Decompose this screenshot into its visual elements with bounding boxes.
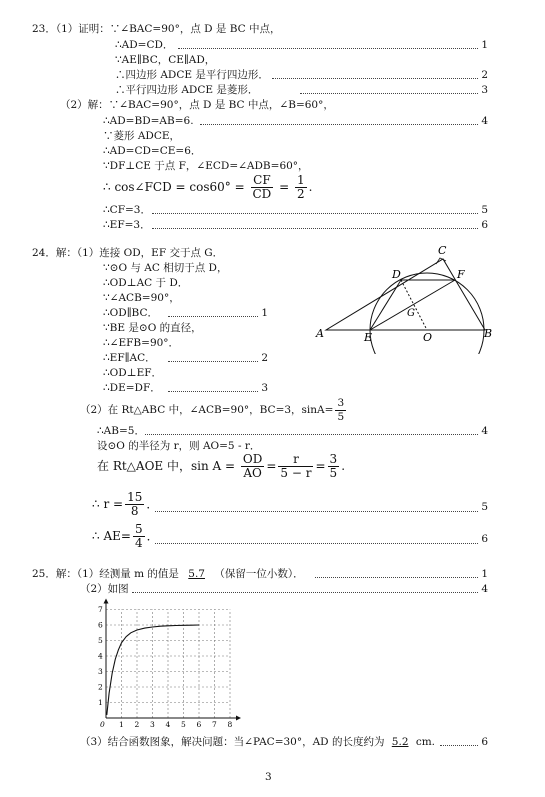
y-axis-arrow bbox=[104, 599, 109, 604]
p24-part2 bbox=[80, 395, 348, 425]
score: 1 bbox=[481, 39, 488, 51]
question-text: （保留一位小数）． bbox=[214, 568, 304, 580]
p23-line11: ∴EF=3． bbox=[103, 219, 151, 231]
p23-line6: ∵菱形 ADCE， bbox=[103, 130, 181, 142]
p24-line9: ∴DE=DF． bbox=[103, 382, 161, 394]
leader bbox=[155, 543, 478, 544]
p24-line13: 在 Rt△AOE 中，sin A = $\frac{OD}{AO}$ = $\frac{r}{5 - r}$ = $\frac{3}{5}$ . bbox=[97, 452, 346, 480]
p24-line6: ∴∠EFB=90°． bbox=[103, 337, 180, 349]
answer-m: 5.7 bbox=[188, 568, 205, 580]
y-tick-label: 4 bbox=[98, 651, 103, 661]
question-text: （3）结合函数图象，解决问题：当∠PAC=30°，AD 的长度约为 bbox=[80, 736, 385, 748]
y-tick-label: 3 bbox=[98, 667, 103, 676]
label-f: F bbox=[457, 268, 465, 281]
leader bbox=[272, 78, 478, 79]
p23-line5: ∴AD=BD=AB=6. bbox=[103, 115, 194, 127]
x-tick-label: 6 bbox=[196, 720, 202, 728]
question-text: 25．解：（1）经测量 m 的值是 bbox=[32, 568, 179, 580]
formula-text: ∴ cos∠FCD = cos60° = bbox=[103, 180, 245, 194]
fraction bbox=[241, 453, 264, 480]
score: 5 bbox=[481, 204, 488, 216]
fraction bbox=[335, 397, 346, 424]
score: 5 bbox=[481, 501, 488, 513]
numerator: 15 bbox=[127, 490, 143, 504]
score: 1 bbox=[261, 307, 268, 319]
y-tick-label: 2 bbox=[98, 682, 103, 692]
p23-line2: ∵AE∥BC，CE∥AD， bbox=[115, 54, 216, 66]
leader bbox=[132, 592, 478, 593]
x-tick-label: 3 bbox=[150, 720, 155, 728]
p24-line4: ∴OD∥BC． bbox=[103, 307, 159, 319]
p23-line3: ∴四边形 ADCE 是平行四边形． bbox=[115, 69, 269, 81]
p24-line11: ∴AB=5． bbox=[97, 425, 145, 437]
label-g: G bbox=[407, 308, 415, 319]
leader bbox=[300, 93, 478, 94]
y-tick-label: 6 bbox=[98, 620, 103, 630]
function-graph bbox=[88, 598, 248, 728]
p23-line7: ∴AD=CD=CE=6． bbox=[103, 145, 202, 157]
p23-line4: ∴平行四边形 ADCE 是菱形． bbox=[115, 84, 259, 96]
p24-line1: ∵⊙O 与 AC 相切于点 D， bbox=[103, 262, 228, 274]
y-tick-label: 5 bbox=[98, 636, 103, 645]
segment-ef bbox=[370, 280, 455, 330]
p24-line2: ∴OD⊥AC 于 D． bbox=[103, 277, 189, 289]
p24-line8: ∴OD⊥EF． bbox=[103, 367, 163, 379]
denominator: 5 bbox=[337, 410, 345, 423]
leader bbox=[315, 577, 478, 578]
score: 4 bbox=[481, 583, 488, 595]
x-tick-label: 4 bbox=[165, 720, 171, 728]
y-tick-label: 7 bbox=[98, 605, 103, 614]
score: 3 bbox=[261, 382, 268, 394]
p24-line12: 设⊙O 的半径为 r，则 AO=5 - r． bbox=[97, 440, 261, 452]
p23-heading: 23．（1）证明：∵∠BAC=90°，点 D 是 BC 中点， bbox=[32, 23, 281, 35]
geometry-figure bbox=[312, 242, 500, 354]
score: 6 bbox=[481, 533, 488, 545]
series-line bbox=[107, 625, 199, 715]
fraction bbox=[295, 174, 307, 201]
p23-line1: ∴AD=CD． bbox=[115, 39, 174, 51]
leader bbox=[440, 745, 478, 746]
score: 2 bbox=[481, 69, 488, 81]
fraction bbox=[328, 453, 340, 480]
leader bbox=[168, 391, 258, 392]
denominator: 5 bbox=[329, 466, 338, 480]
score: 2 bbox=[261, 352, 268, 364]
label-c: C bbox=[438, 244, 447, 257]
x-axis-arrow bbox=[236, 716, 241, 721]
question-text: cm. bbox=[415, 736, 436, 748]
leader bbox=[178, 48, 478, 49]
p25-line2: （2）如图 bbox=[80, 583, 129, 595]
x-ticks bbox=[100, 720, 233, 728]
x-tick-label: 1 bbox=[119, 720, 124, 728]
score: 4 bbox=[481, 425, 488, 437]
label-d: D bbox=[392, 268, 401, 281]
segment-od bbox=[401, 280, 427, 330]
x-tick-label: 0 bbox=[100, 720, 105, 728]
page-number: 3 bbox=[265, 771, 272, 783]
fraction bbox=[125, 491, 144, 518]
p24-line7: ∴EF∥AC． bbox=[103, 352, 156, 364]
leader bbox=[200, 124, 478, 125]
denominator: 2 bbox=[297, 187, 305, 201]
fraction bbox=[251, 174, 274, 201]
label-e: E bbox=[364, 331, 373, 344]
p24-heading: 24．解：（1）连接 OD，EF 交于点 G． bbox=[32, 247, 224, 259]
score: 4 bbox=[481, 115, 488, 127]
formula-text: ∴ AE= bbox=[92, 529, 131, 543]
leader bbox=[168, 361, 258, 362]
answer-ad: 5.2 bbox=[391, 736, 409, 748]
equals-sign: = bbox=[279, 180, 290, 194]
p24-line15: ∴ AE= $\frac{5}{4}$ ． bbox=[92, 522, 159, 550]
p23-line9: ∴ cos∠FCD = cos60° = $\frac{CF}{CD}$ = $\frac{1}{2}$ . bbox=[103, 173, 313, 201]
numerator: 3 bbox=[329, 452, 338, 466]
leader bbox=[145, 434, 478, 435]
p24-line5: ∵BE 是⊙O 的直径， bbox=[103, 322, 202, 334]
denominator: CD bbox=[252, 187, 272, 201]
numerator: OD bbox=[242, 452, 263, 466]
label-b: B bbox=[484, 327, 493, 340]
numerator: 1 bbox=[297, 173, 305, 187]
leader bbox=[155, 511, 478, 512]
denominator: 8 bbox=[130, 504, 139, 518]
leader bbox=[168, 316, 258, 317]
numerator: 3 bbox=[337, 396, 345, 409]
denominator: 4 bbox=[134, 536, 143, 550]
leader bbox=[152, 213, 478, 214]
y-ticks bbox=[98, 605, 103, 707]
formula-text: （2）在 Rt△ABC 中，∠ACB=90°，BC=3，sinA= bbox=[80, 404, 334, 416]
numerator: CF bbox=[251, 174, 274, 188]
score: 1 bbox=[481, 568, 488, 580]
p25-line3 bbox=[80, 735, 435, 749]
formula-text: 在 Rt△AOE 中，sin A = bbox=[97, 459, 236, 473]
p23-line10: ∴CF=3． bbox=[103, 204, 151, 216]
p23-line8: ∵DF⊥CE 于点 F，∠ECD=∠ADB=60°， bbox=[103, 160, 309, 172]
segment-de bbox=[370, 280, 401, 330]
denominator: 5 − r bbox=[280, 466, 312, 480]
score: 6 bbox=[481, 736, 488, 748]
p24-line3: ∵∠ACB=90°， bbox=[103, 292, 180, 304]
formula-text: ∴ r = bbox=[92, 497, 124, 511]
p23-part2: （2）解：∵∠BAC=90°，点 D 是 BC 中点，∠B=60°， bbox=[60, 99, 334, 111]
score: 6 bbox=[481, 219, 488, 231]
x-tick-label: 2 bbox=[134, 720, 140, 728]
label-o: O bbox=[423, 331, 433, 344]
leader bbox=[152, 228, 478, 229]
p25-heading bbox=[32, 567, 304, 581]
denominator: AO bbox=[243, 466, 262, 480]
label-a: A bbox=[316, 327, 324, 340]
y-tick-label: 1 bbox=[98, 698, 103, 707]
x-tick-label: 7 bbox=[212, 720, 217, 728]
x-tick-label: 5 bbox=[181, 720, 186, 728]
score: 3 bbox=[481, 84, 488, 96]
fraction bbox=[133, 523, 145, 550]
p24-line14: ∴ r = $\frac{15}{8}$ ． bbox=[92, 490, 159, 518]
numerator: 5 bbox=[134, 522, 143, 536]
x-tick-label: 8 bbox=[227, 720, 233, 728]
fraction bbox=[278, 453, 313, 480]
numerator: r bbox=[278, 453, 313, 467]
